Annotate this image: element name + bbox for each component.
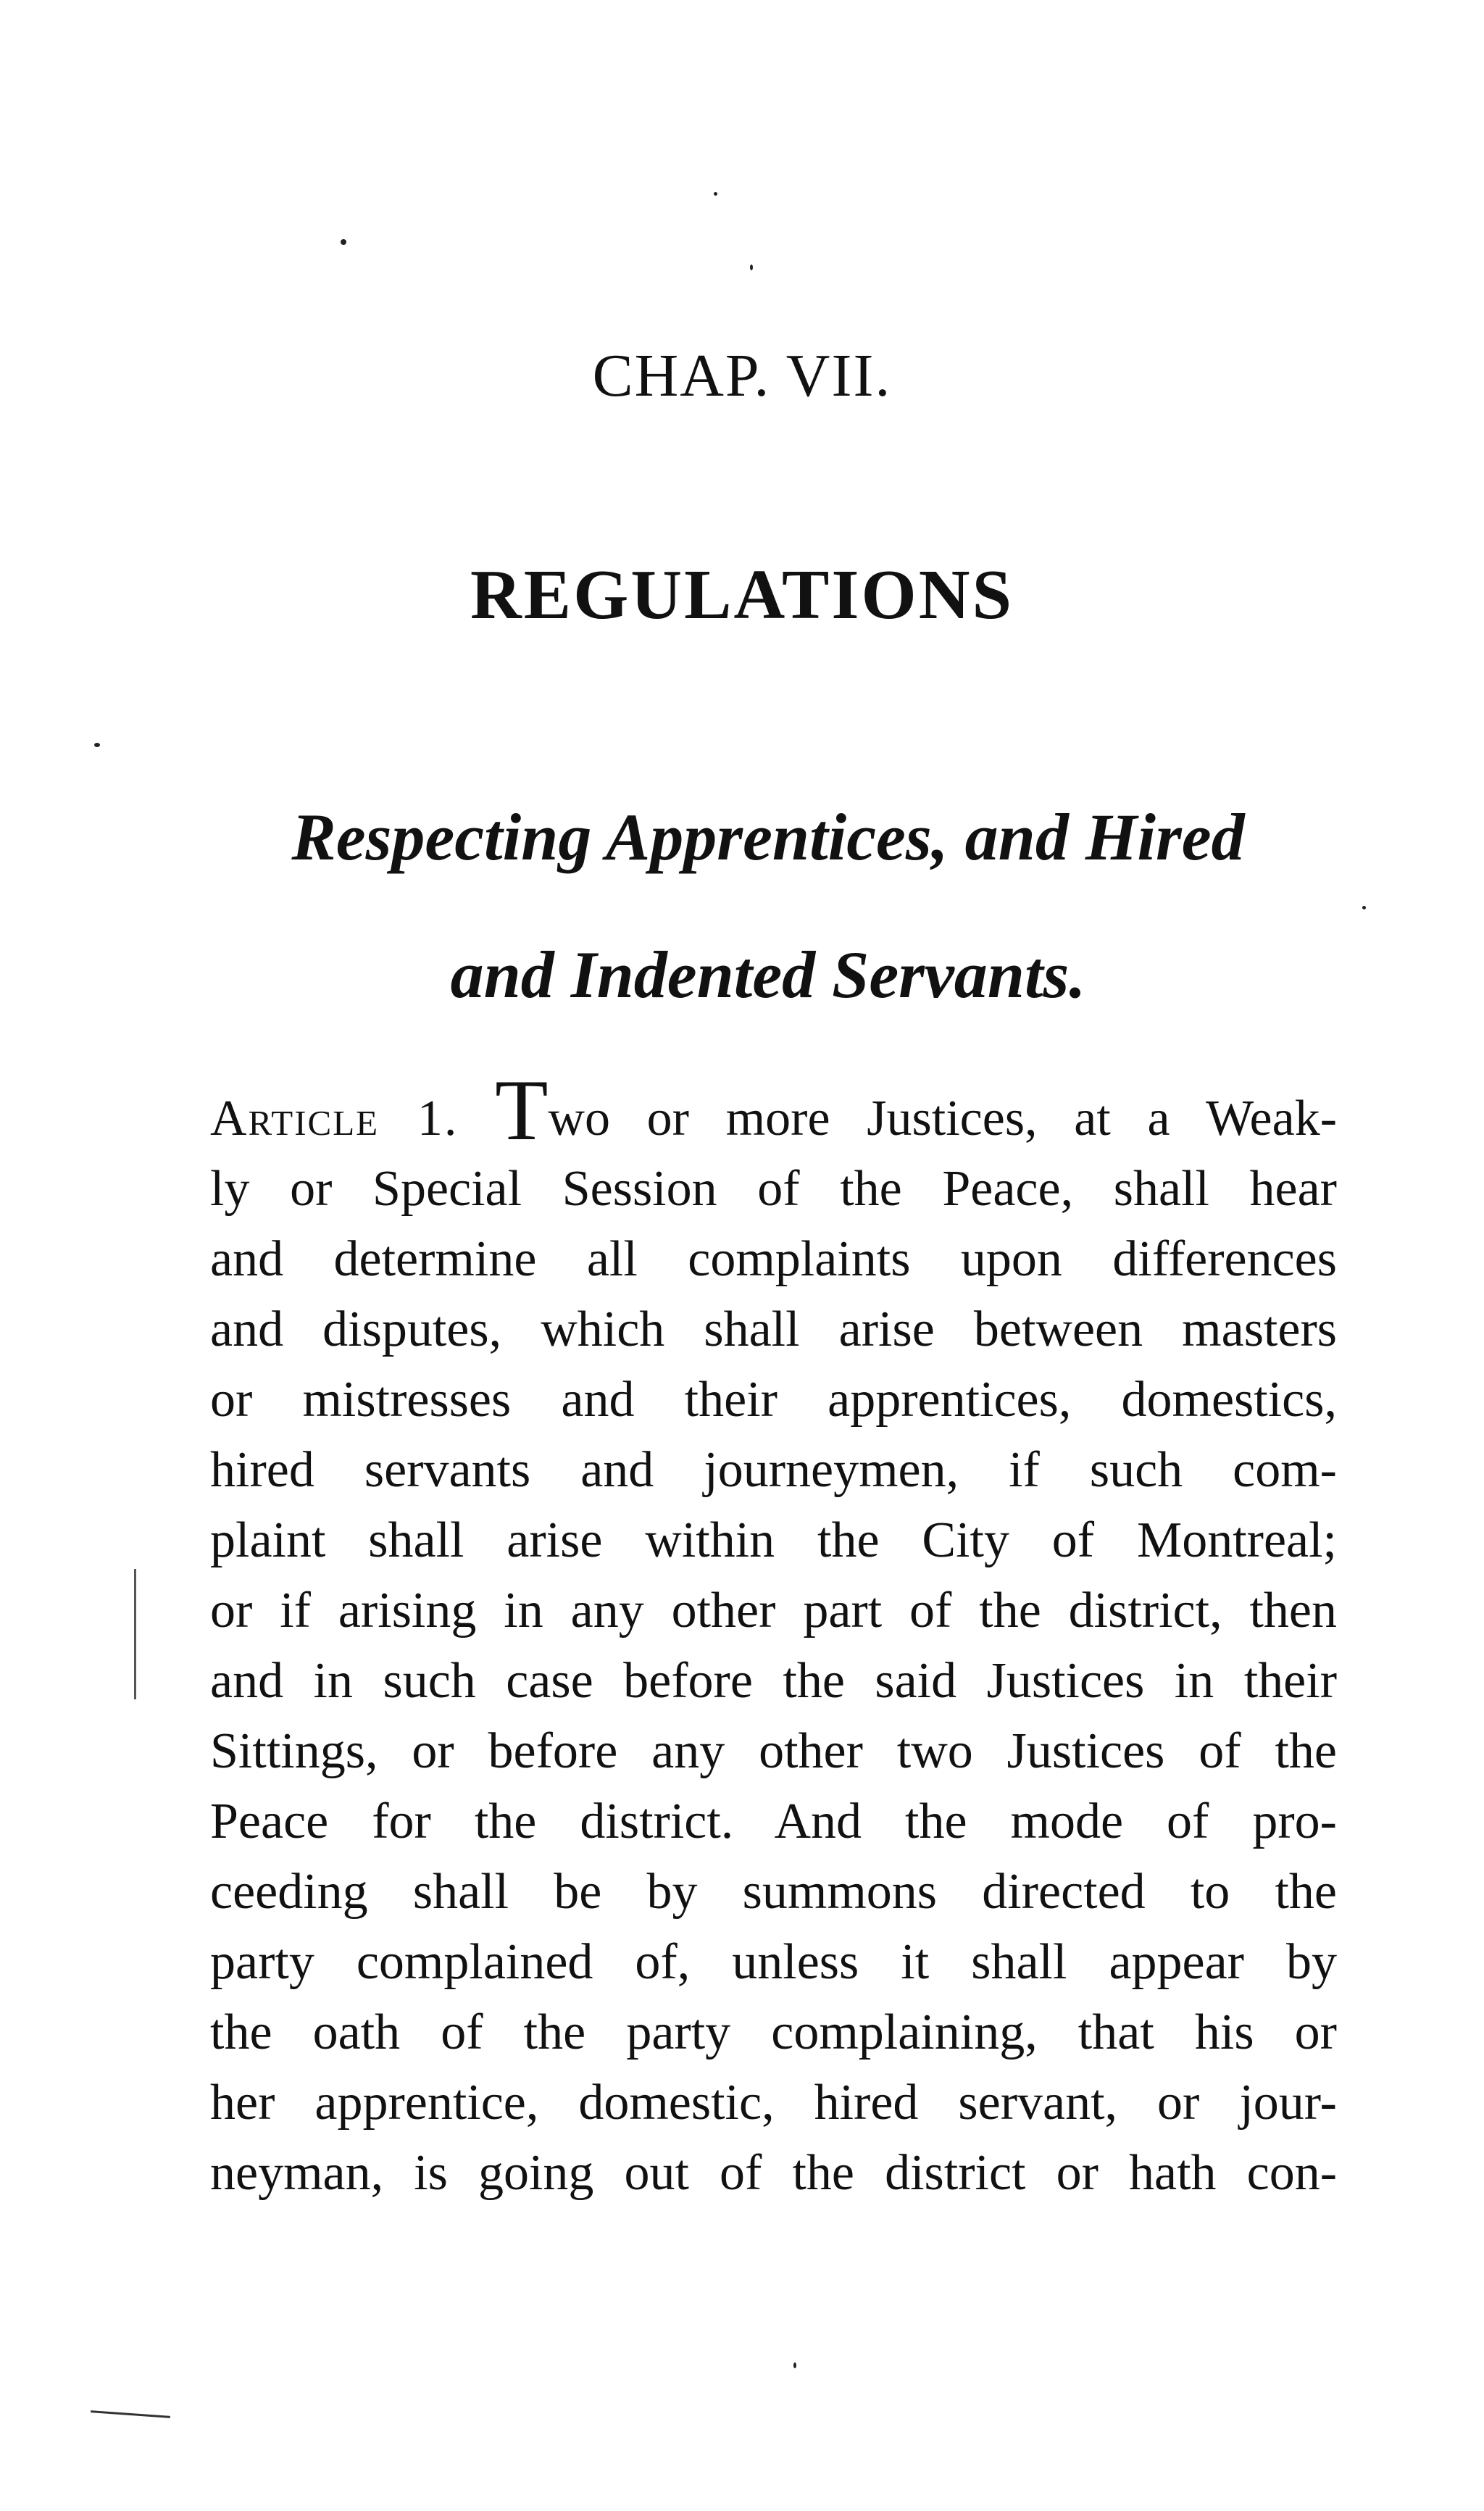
scan-speck (793, 2362, 796, 2368)
margin-mark (134, 1569, 136, 1699)
scan-speck (750, 265, 753, 270)
article-line: hired servants and journeymen, if such com- (210, 1442, 1337, 1498)
scan-speck (94, 743, 100, 747)
article-line: her apprentice, domestic, hired servant, or jour- (210, 2075, 1337, 2131)
chapter-heading: CHAP. VII. (592, 342, 892, 409)
article-line: ceeding shall be by summons directed to the (210, 1864, 1337, 1920)
scan-speck (714, 192, 717, 196)
article-line: or if arising in any other part of the district, then (210, 1583, 1337, 1638)
article-line: and determine all complaints upon differences (210, 1231, 1337, 1287)
section-title: REGULATIONS (470, 556, 1014, 634)
article-line: and in such case before the said Justices in their (210, 1653, 1337, 1709)
scan-speck (1362, 906, 1366, 909)
article-line: neyman, is going out of the district or hath con- (210, 2145, 1337, 2201)
drop-cap: T (495, 1062, 549, 1158)
article-body (210, 1062, 1338, 2208)
article-label: Article 1. (210, 1091, 459, 1146)
article-line: and disputes, which shall arise between masters (210, 1302, 1337, 1357)
article-line: plaint shall arise within the City of Montreal; (210, 1512, 1337, 1568)
article-line: party complained of, unless it shall appear by (210, 1934, 1337, 1990)
scan-speck (341, 239, 346, 245)
article-first-line-text: wo or more Justices, at a Weak- (548, 1091, 1338, 1146)
article-line: ly or Special Session of the Peace, shall hear (210, 1161, 1337, 1217)
article-line: the oath of the party complaining, that his or (210, 2004, 1337, 2060)
article-line: Sittings, or before any other two Justices of the (210, 1723, 1337, 1779)
article-line: Peace for the district. And the mode of pro- (210, 1794, 1337, 1849)
subtitle-line: Respecting Apprentices, and Hired (291, 800, 1245, 874)
section-subtitle (174, 768, 1362, 1044)
subtitle-line: and Indented Servants. (450, 938, 1086, 1012)
article-first-line (210, 1062, 1338, 1158)
footer-scrawl-mark (91, 2410, 170, 2418)
article-line: or mistresses and their apprentices, domestics, (210, 1372, 1337, 1428)
